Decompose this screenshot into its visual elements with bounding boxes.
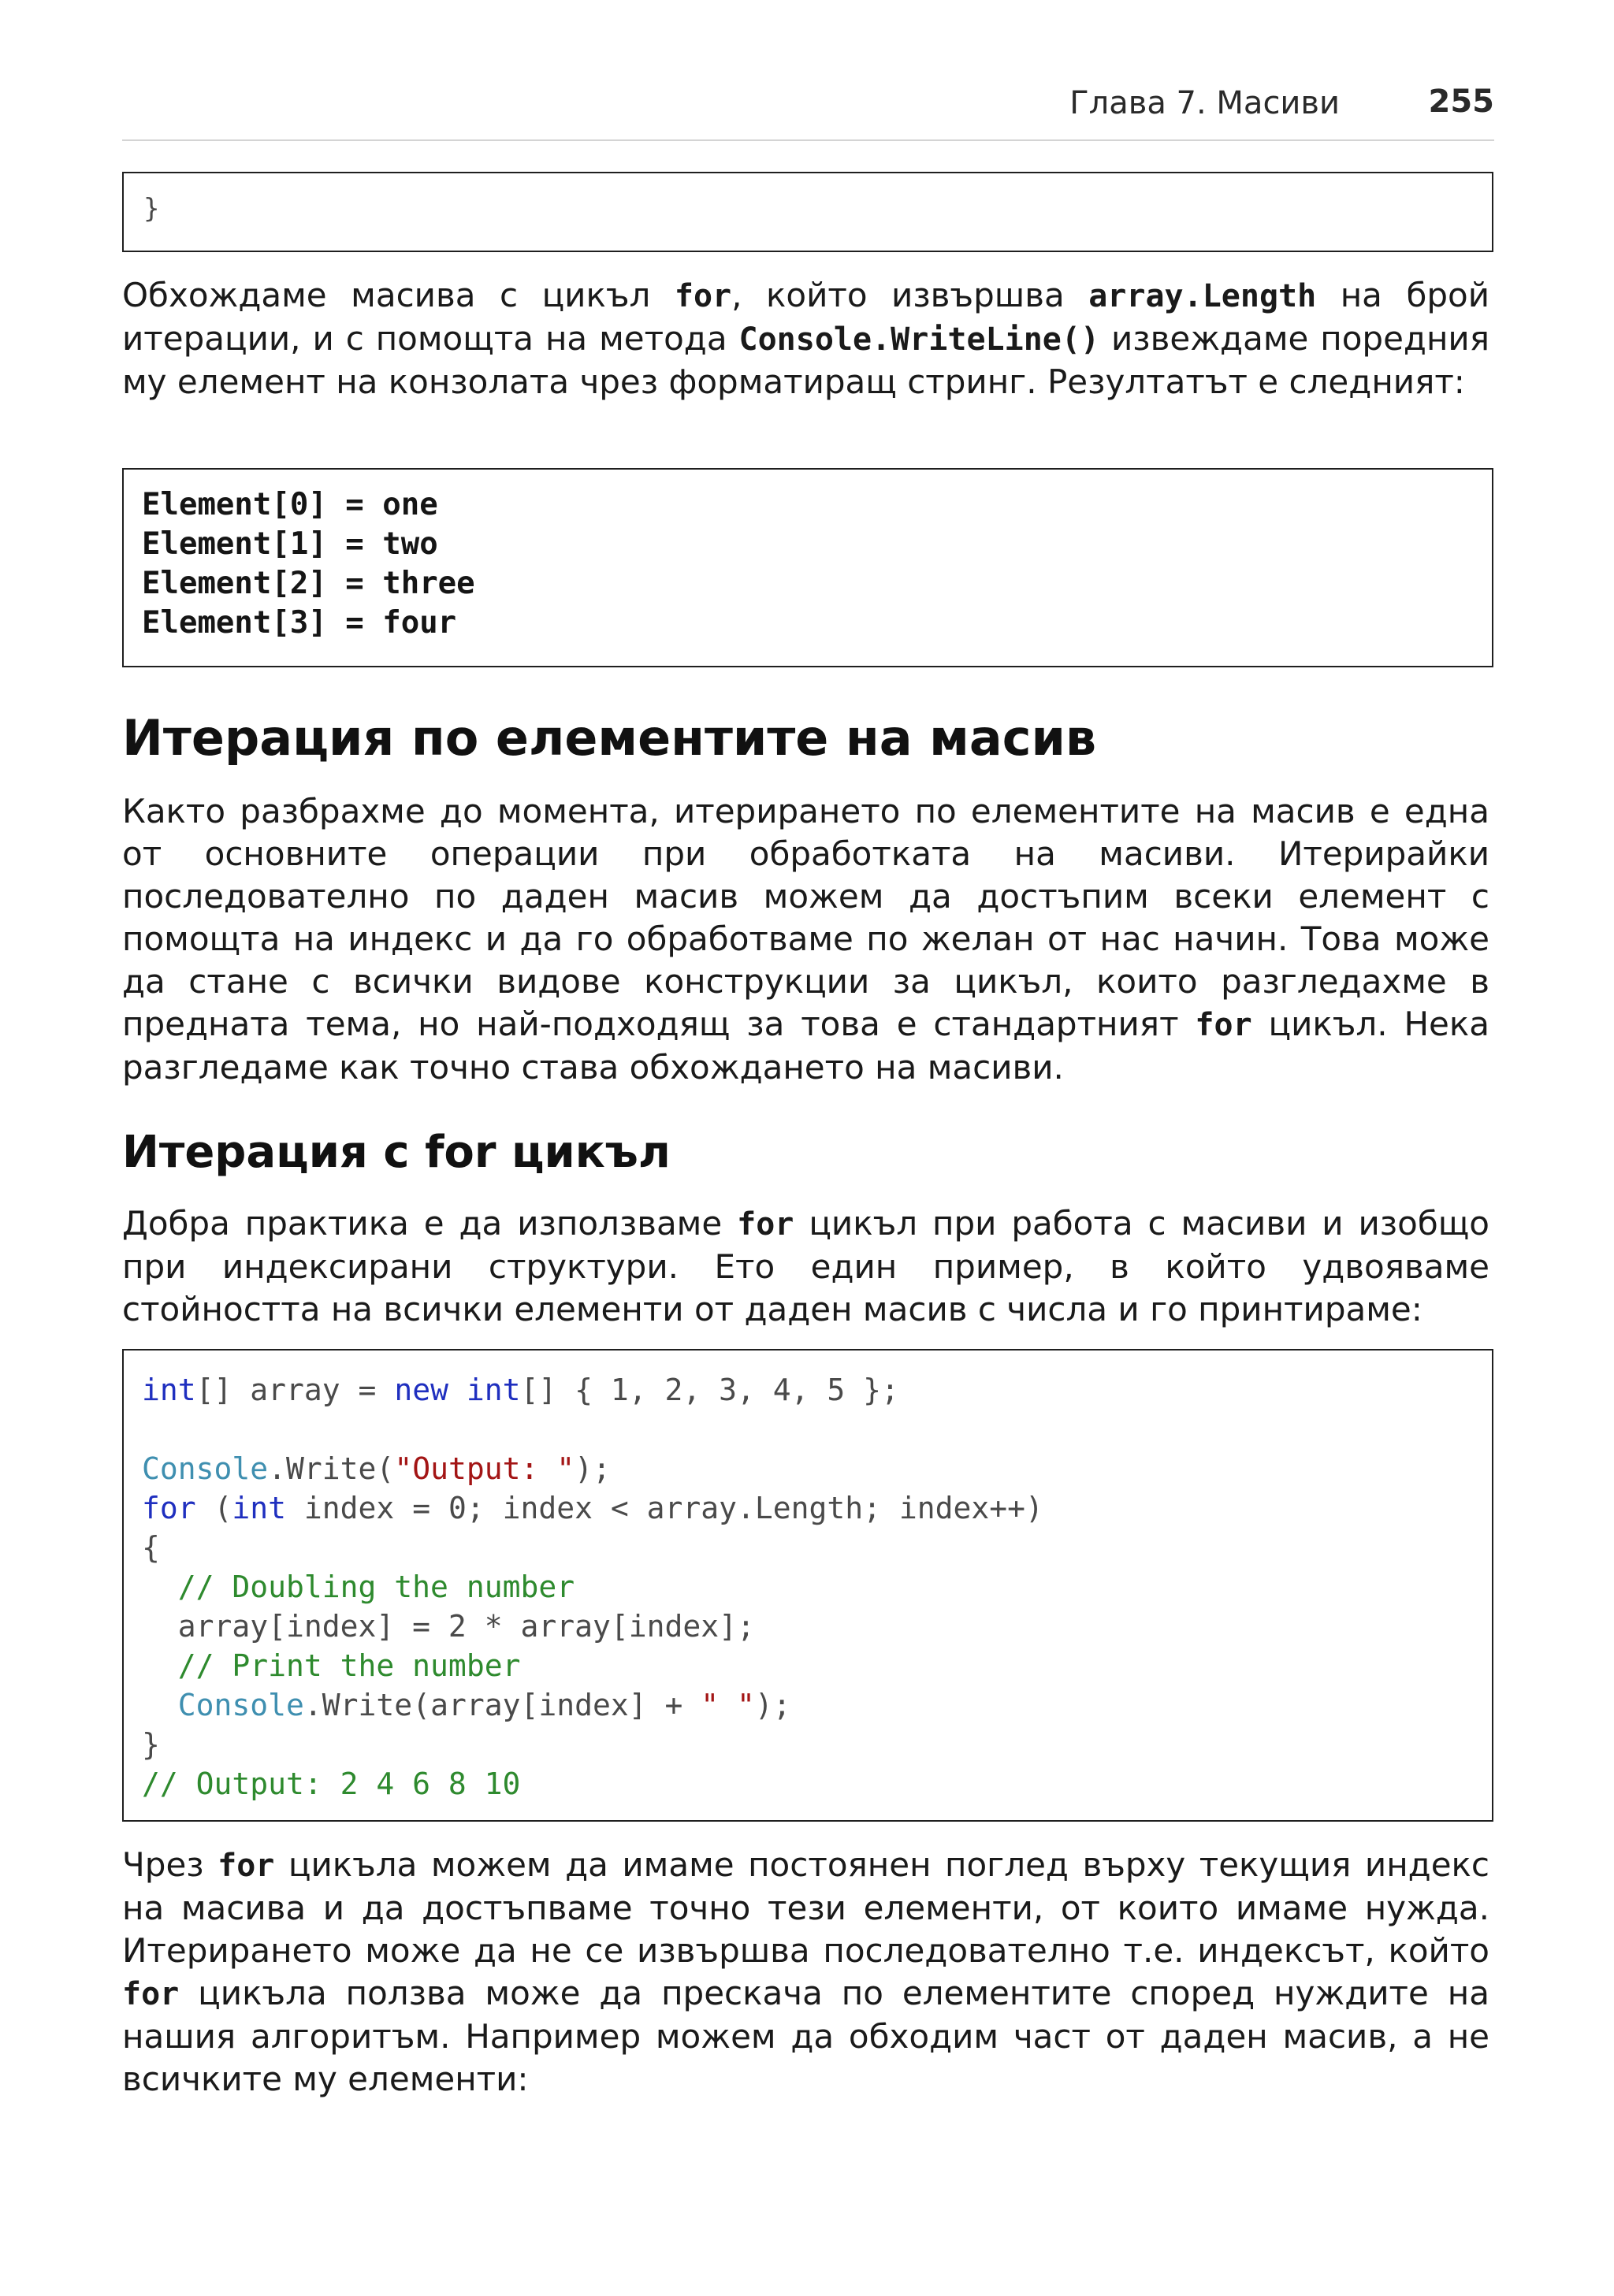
console-output-block	[122, 468, 1493, 667]
text-run: , който извършва	[731, 276, 1089, 314]
text-run: Обхождаме масива с цикъл	[122, 276, 675, 314]
code-text: (	[195, 1491, 232, 1525]
keyword: new	[394, 1373, 448, 1407]
inline-code: for	[122, 1976, 180, 2012]
string-literal: "Output: "	[394, 1451, 575, 1486]
indent	[142, 1609, 178, 1644]
output-line: Element[3] = four	[142, 605, 457, 641]
text-run: извеждаме поредния му елемент на конзолата чрез форматиращ стринг. Резултатът е следният:	[122, 319, 1489, 401]
paragraph	[122, 274, 1489, 403]
page-header	[122, 79, 1494, 126]
indent	[142, 1648, 178, 1683]
keyword: for	[142, 1491, 196, 1525]
code-line	[142, 1646, 1492, 1685]
paragraph	[122, 1202, 1489, 1331]
code-line	[142, 1449, 1492, 1488]
output-line: Element[1] = two	[142, 526, 438, 562]
code-text: );	[575, 1451, 611, 1486]
code-text: );	[754, 1688, 791, 1722]
keyword: int	[232, 1491, 287, 1525]
text-run: Чрез	[122, 1845, 218, 1884]
code-line	[142, 1607, 1492, 1646]
code-line	[142, 1567, 1492, 1607]
text-run: цикъла ползва може да прескача по елементите според нуждите на нашия алгоритъм. Например можем да обходим част от даден масив, а не всичките му елементи:	[122, 1974, 1489, 2098]
indent	[142, 1570, 178, 1604]
inline-code: Console.WriteLine()	[738, 321, 1100, 358]
subsection-heading: Итерация с for цикъл	[122, 1127, 671, 1178]
code-text: [] { 1, 2, 3, 4, 5 };	[520, 1373, 899, 1407]
code-text: index = 0; index < array.Length; index++)	[286, 1491, 1043, 1525]
inline-code: array.Length	[1088, 278, 1317, 314]
header-divider	[122, 139, 1494, 141]
keyword: int	[142, 1373, 196, 1407]
string-literal: " "	[701, 1688, 755, 1722]
code-line: }	[142, 1727, 160, 1762]
code-text: array[index] = 2 * array[index];	[177, 1609, 755, 1644]
code-comment: // Output: 2 4 6 8 10	[142, 1767, 521, 1801]
code-line	[142, 1370, 1492, 1410]
code-line	[142, 1488, 1492, 1528]
code-line: }	[143, 193, 160, 225]
text-run: цикъл при работа с масиви и изобщо при индексирани структури. Ето един пример, в който удвояваме стойността на всички елементи от даден масив с числа и го принтираме:	[122, 1204, 1489, 1328]
code-text: .Write(array[index] +	[303, 1688, 701, 1722]
inline-code: for	[1195, 1007, 1252, 1043]
keyword: int	[466, 1373, 521, 1407]
chapter-title: Глава 7. Масиви	[1069, 85, 1340, 121]
inline-code: for	[737, 1206, 794, 1243]
code-comment: // Doubling the number	[177, 1570, 575, 1604]
inline-code: for	[674, 278, 732, 314]
code-block-end	[122, 172, 1493, 252]
type-name: Console	[142, 1451, 269, 1486]
code-text: [] array =	[195, 1373, 395, 1407]
indent	[142, 1688, 178, 1722]
inline-code: for	[218, 1848, 275, 1884]
text-run: на брой итерации, и с помощта на метода	[122, 276, 1489, 358]
code-text	[448, 1373, 467, 1407]
paragraph	[122, 790, 1489, 1089]
code-line-blank	[142, 1410, 1492, 1449]
text-run: цикъл. Нека разгледаме как точно става обхождането на масиви.	[122, 1005, 1490, 1087]
section-heading: Итерация по елементите на масив	[122, 709, 1097, 767]
output-line: Element[0] = one	[142, 487, 438, 522]
page-number: 255	[1428, 84, 1494, 120]
code-comment: // Print the number	[177, 1648, 521, 1683]
text-run: Както разбрахме до момента, итерирането по елементите на масив е една от основните операции при обработката на масиви. Итерирайки последователно по даден масив можем да достъпим всеки елемент с помощта на индекс и да го обработваме по желан от нас начин. Това може да стане с всички видове конструкции за цикъл, които разгледахме в предната тема, но най-подходящ за това е стандартният	[122, 792, 1489, 1043]
code-example-block	[122, 1349, 1493, 1822]
text-run: Добра практика е да използваме	[122, 1204, 738, 1243]
output-line: Element[2] = three	[142, 566, 475, 601]
type-name: Console	[177, 1688, 304, 1722]
code-line: {	[142, 1530, 160, 1565]
paragraph	[122, 1844, 1489, 2101]
text-run: цикъла можем да имаме постоянен поглед върху текущия индекс на масива и да достъпваме точно тези елементи, от които имаме нужда. Итерирането може да не се извършва последователно т.е. индексът, който	[122, 1845, 1489, 1970]
code-text: .Write(	[268, 1451, 395, 1486]
code-line	[142, 1685, 1492, 1725]
